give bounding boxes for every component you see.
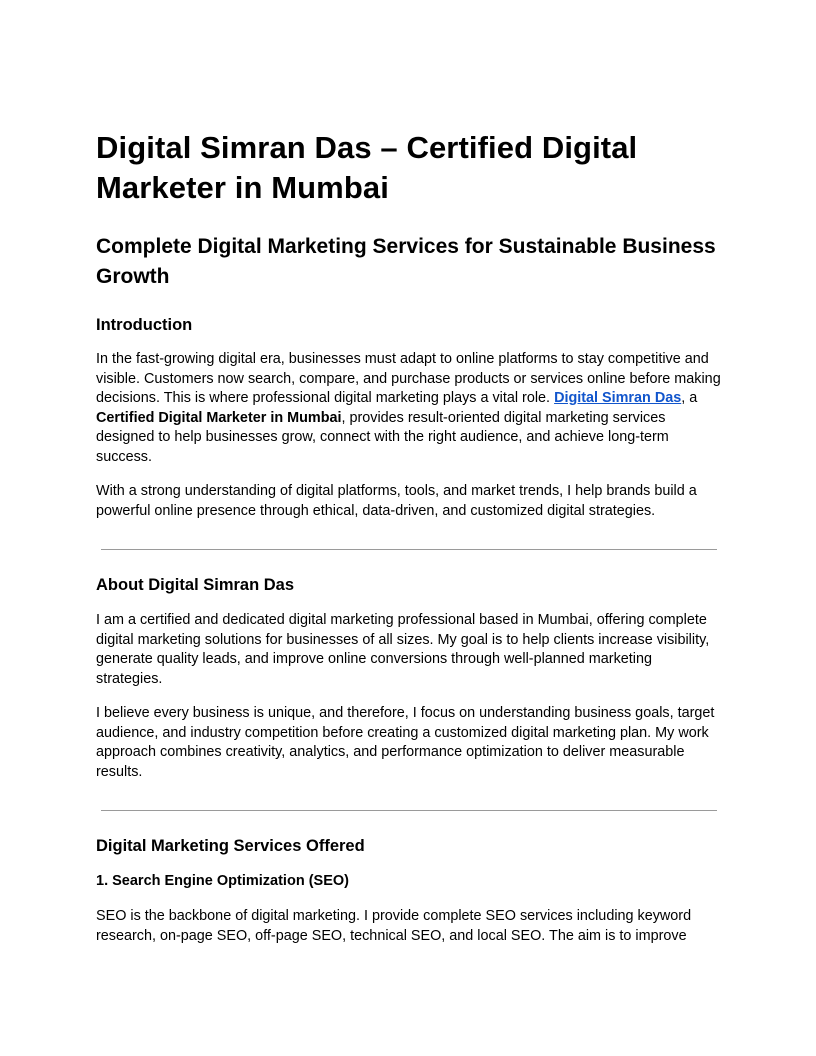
section-heading-introduction: Introduction bbox=[96, 316, 193, 334]
introduction-text-c: , provides result-oriented digital marketing services designed to help businesses grow, connect with the right audience, and achieve long-term success. bbox=[96, 409, 669, 465]
introduction-bold-text: Certified Digital Marketer in Mumbai bbox=[96, 409, 342, 426]
page-title: Digital Simran Das – Certified Digital Marketer in Mumbai bbox=[96, 130, 638, 205]
document-body bbox=[96, 128, 722, 946]
introduction-paragraph-2: With a strong understanding of digital platforms, tools, and market trends, I help brands build a powerful online presence through ethical, data-driven, and customized digital strategies. bbox=[96, 483, 697, 519]
digital-simran-das-link[interactable]: Digital Simran Das bbox=[554, 390, 682, 406]
section-heading-about: About Digital Simran Das bbox=[96, 576, 295, 594]
section-divider bbox=[101, 549, 717, 550]
introduction-text-a: In the fast-growing digital era, businesses must adapt to online platforms to stay competitive and visible. Customers now search, compare, and purchase products or services online before making decisions. This is where professional digital marketing plays a vital role. bbox=[96, 351, 721, 406]
seo-paragraph-1: SEO is the backbone of digital marketing. I provide complete SEO services including keyword research, on-page SEO, off-page SEO, technical SEO, and local SEO. The aim is to improve bbox=[96, 908, 692, 944]
page-subtitle: Complete Digital Marketing Services for Sustainable Business Growth bbox=[96, 235, 716, 288]
introduction-text-b: , a bbox=[681, 390, 698, 406]
service-heading-seo: 1. Search Engine Optimization (SEO) bbox=[96, 873, 349, 889]
about-paragraph-2: I believe every business is unique, and therefore, I focus on understanding business goals, target audience, and industry competition before creating a customized digital marketing plan. My work approach combines creativity, analytics, and performance optimization to deliver measurable results. bbox=[96, 705, 715, 780]
section-divider bbox=[101, 810, 717, 811]
introduction-paragraph-1 bbox=[96, 350, 722, 467]
about-paragraph-1: I am a certified and dedicated digital marketing professional based in Mumbai, offering complete digital marketing solutions for businesses of all sizes. My goal is to help clients increase visibility, generate quality leads, and improve online conversions through well-planned marketing strategies. bbox=[96, 612, 710, 687]
section-heading-services: Digital Marketing Services Offered bbox=[96, 837, 365, 855]
